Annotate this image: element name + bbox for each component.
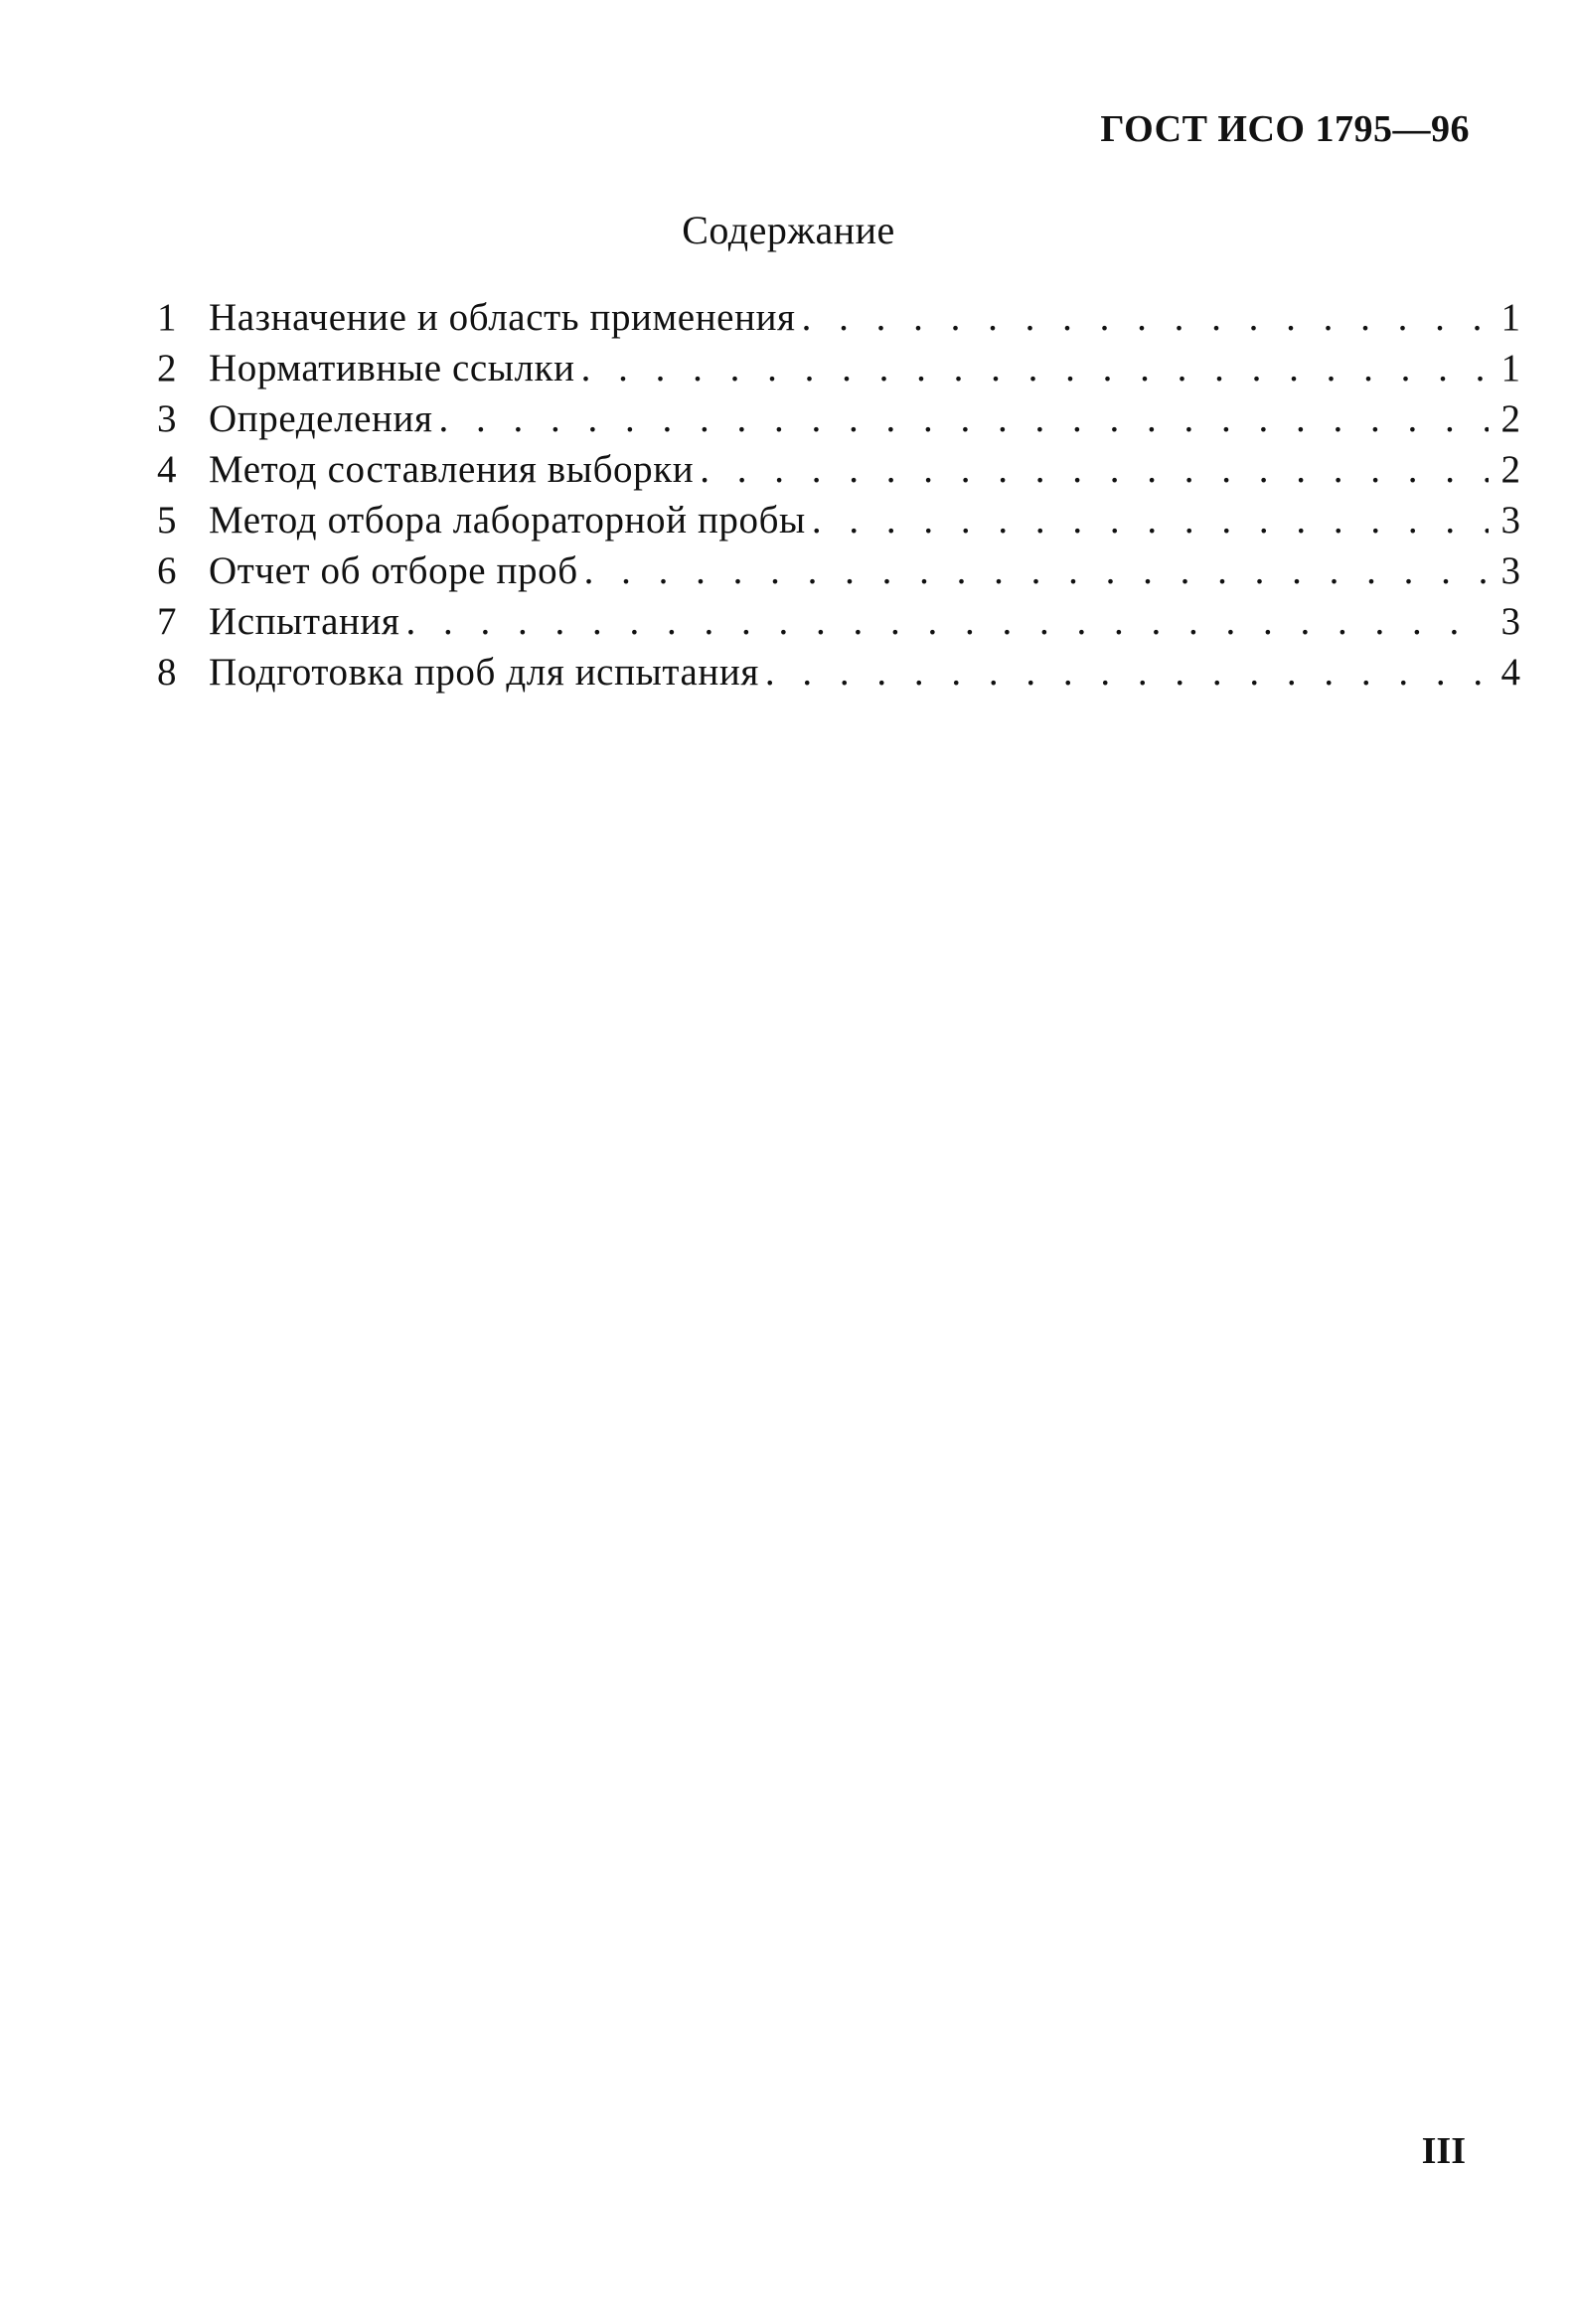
toc-entry-title: Подготовка проб для испытания [209, 651, 759, 694]
toc-entry-page: 1 [1500, 296, 1520, 339]
toc-entry-title: Нормативные ссылки [209, 347, 575, 389]
toc-entry-title: Назначение и область применения [209, 296, 796, 339]
toc-entry-number: 4 [157, 448, 177, 491]
toc-leader-dots [812, 495, 1489, 545]
toc-entry-page: 2 [1500, 448, 1520, 491]
document-header: ГОСТ ИСО 1795—96 [1100, 108, 1470, 150]
toc-entry-title: Испытания [209, 600, 400, 643]
toc-entry [157, 495, 1520, 545]
toc-entry-page: 3 [1500, 600, 1520, 643]
toc-leader-dots [802, 292, 1489, 343]
toc-entry-number: 7 [157, 600, 177, 643]
toc-leader-dots [765, 647, 1489, 697]
toc-entry [157, 647, 1520, 697]
toc-entry-page: 1 [1500, 347, 1520, 389]
toc-entry-title: Определения [209, 397, 433, 440]
toc-leader-dots [581, 343, 1489, 393]
toc-entry-number: 1 [157, 296, 177, 339]
page-number: III [1421, 2130, 1466, 2172]
toc-entry [157, 444, 1520, 495]
toc-entry [157, 343, 1520, 393]
toc-entry-page: 3 [1500, 499, 1520, 542]
toc-leader-dots [584, 545, 1489, 596]
toc-entry-page: 3 [1500, 549, 1520, 592]
toc-entry-number: 2 [157, 347, 177, 389]
toc-entry-title: Метод составления выборки [209, 448, 695, 491]
toc-entry-number: 3 [157, 397, 177, 440]
table-of-contents [157, 292, 1520, 697]
toc-leader-dots [405, 596, 1489, 647]
toc-entry [157, 545, 1520, 596]
toc-entry [157, 292, 1520, 343]
toc-entry-title: Метод отбора лабораторной пробы [209, 499, 806, 542]
toc-entry-number: 8 [157, 651, 177, 694]
toc-entry-page: 2 [1500, 397, 1520, 440]
toc-entry-number: 6 [157, 549, 177, 592]
toc-leader-dots [439, 393, 1489, 444]
toc-entry [157, 596, 1520, 647]
contents-title: Содержание [682, 208, 895, 252]
toc-entry-page: 4 [1500, 651, 1520, 694]
toc-leader-dots [700, 444, 1489, 495]
toc-entry-title: Отчет об отборе проб [209, 549, 578, 592]
toc-entry [157, 393, 1520, 444]
toc-entry-number: 5 [157, 499, 177, 542]
